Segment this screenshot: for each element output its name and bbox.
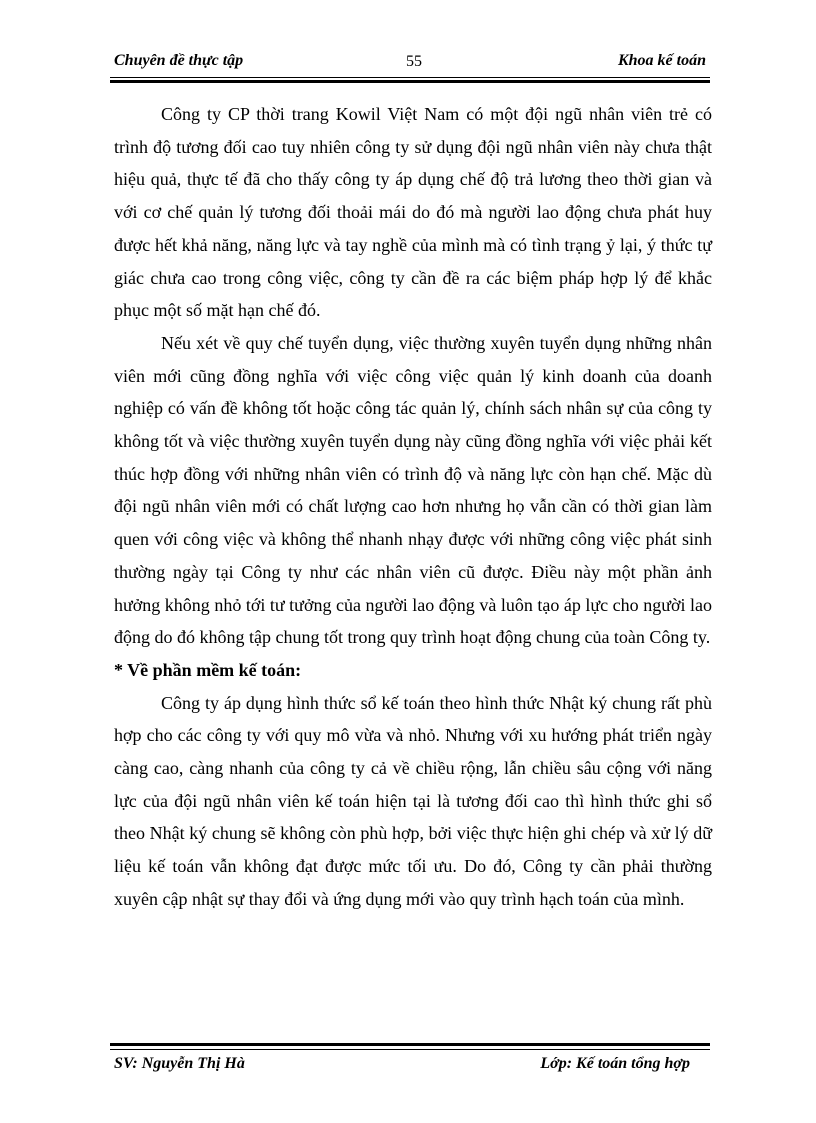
footer-student-name: SV: Nguyễn Thị Hà	[114, 1055, 245, 1072]
page-header	[110, 50, 710, 76]
page-body	[114, 98, 712, 916]
paragraph-staff-quality: Công ty CP thời trang Kowil Việt Nam có một đội ngũ nhân viên trẻ có trình độ tương đối cao tuy nhiên công ty sử dụng đội ngũ nhân viên này chưa thật hiệu quả, thực tế đã cho thấy công ty áp dụng chế độ trả lương theo thời gian và với cơ chế quản lý tương đối thoải mái do đó mà người lao động chưa phát huy được hết khả năng, năng lực và tay nghề của mình mà có tình trạng ỷ lại, ý thức tự giác chưa cao trong công việc, công ty cần đề ra các biệm pháp hợp lý để khắc phục một số mặt hạn chế đó.	[114, 104, 712, 321]
paragraph-accounting-software: Công ty áp dụng hình thức sổ kế toán theo hình thức Nhật ký chung rất phù hợp cho các công ty với quy mô vừa và nhỏ. Nhưng với xu hướng phát triển ngày càng cao, càng nhanh của công ty cả về chiều rộng, lẫn chiều sâu cộng với năng lực của đội ngũ nhân viên kế toán hiện tại là tương đối cao thì hình thức ghi sổ theo Nhật ký chung sẽ không còn phù hợp, bởi việc thực hiện ghi chép và xử lý dữ liệu kế toán vẫn không đạt được mức tối ưu. Do đó, Công ty cần phải thường xuyên cập nhật sự thay đổi và ứng dụng mới vào quy trình hạch toán của mình.	[114, 692, 712, 909]
header-rule-thick	[110, 80, 710, 83]
page-footer	[110, 1053, 710, 1077]
footer-rule-thick	[110, 1043, 710, 1046]
paragraph-recruitment: Nếu xét về quy chế tuyển dụng, việc thường xuyên tuyển dụng những nhân viên mới cũng đồng nghĩa với việc công việc quản lý kinh doanh của doanh nghiệp có vấn đề không tốt hoặc công tác quản lý, chính sách nhân sự của công ty không tốt và việc thường xuyên tuyển dụng này cũng đồng nghĩa với việc phải kết thúc hợp đồng với những nhân viên có trình độ và năng lực còn hạn chế. Mặc dù đội ngũ nhân viên mới có chất lượng cao hơn nhưng họ vẫn cần có thời gian làm quen với công việc và không thể nhanh nhạy được với những công việc phát sinh thường ngày tại Công ty như các nhân viên cũ được. Điều này một phần ảnh hưởng không nhỏ tới tư tưởng của người lao động và luôn tạo áp lực cho người lao động do đó không tập chung tốt trong quy trình hoạt động chung của toàn Công ty.	[114, 332, 712, 648]
page-number: 55	[406, 53, 422, 70]
footer-class-name: Lớp: Kế toán tổng hợp	[540, 1055, 690, 1072]
header-department: Khoa kế toán	[617, 52, 706, 69]
section-heading-accounting-software: * Về phần mềm kế toán:	[114, 659, 302, 680]
footer-rule-thin	[110, 1049, 710, 1050]
header-report-title: Chuyên đề thực tập	[114, 52, 244, 69]
header-rule-thin	[110, 77, 710, 78]
